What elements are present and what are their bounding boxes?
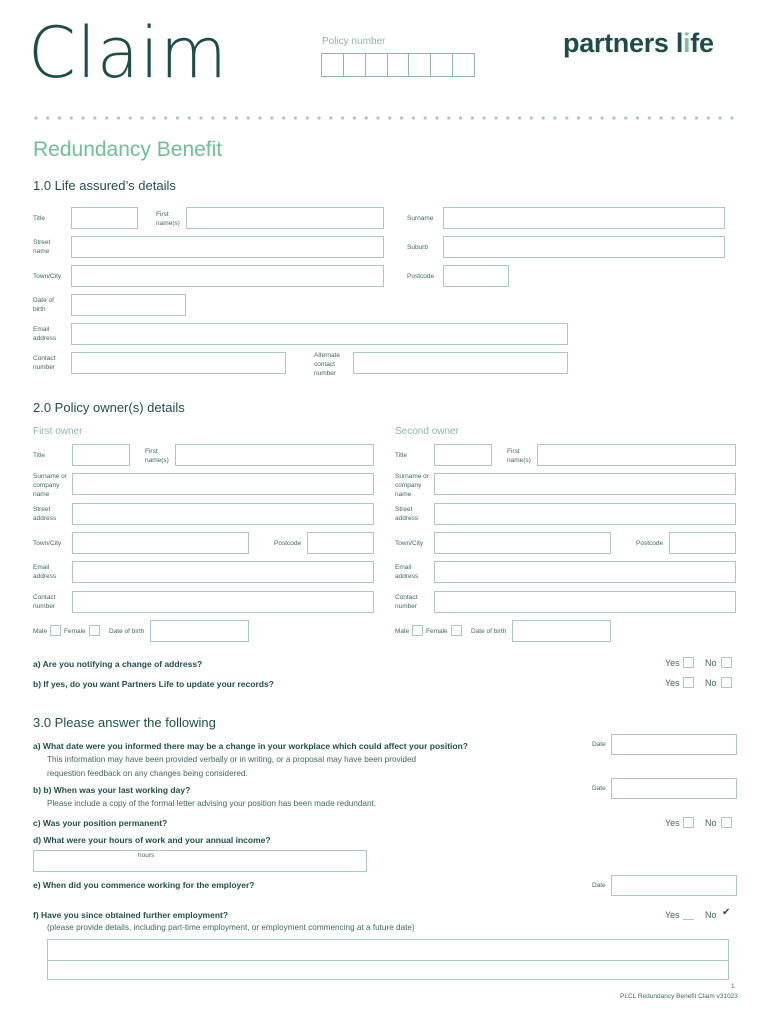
further-employment-details[interactable] (47, 939, 729, 980)
owner2-female-label: Female (426, 628, 448, 635)
owner1-postcode-input[interactable] (307, 532, 374, 554)
owner1-title-label: Title (33, 452, 46, 459)
owner1-town-input[interactable] (72, 532, 249, 554)
owner2-street-label: Street address (395, 506, 419, 522)
owner2-female-checkbox[interactable] (451, 625, 462, 636)
further-employment-yes-label: Yes (665, 910, 680, 920)
owner1-first-names-input[interactable] (175, 444, 374, 466)
informed-date-label: Date (592, 741, 606, 748)
owner2-first-names-label: First name(s) (507, 448, 531, 464)
change-address-yes-checkbox[interactable] (683, 657, 694, 668)
last-working-day-note: Please include a copy of the formal letter advising your position has been made redundant. (47, 799, 377, 808)
owner2-surname-input[interactable] (434, 473, 736, 495)
further-employment-no-checkmark[interactable]: ✔ (722, 907, 731, 918)
owner2-male-label: Male (395, 628, 410, 635)
policy-number-field[interactable] (321, 53, 475, 77)
informed-date-question: a) What date were you informed there may be a change in your workplace which could affect your position? (33, 741, 468, 751)
owner1-surname-input[interactable] (72, 473, 374, 495)
owner2-first-names-input[interactable] (537, 444, 736, 466)
permanent-question: c) Was your position permanent? (33, 818, 168, 828)
town-input[interactable] (71, 265, 384, 287)
last-working-day-question: b) b) When was your last working day? (33, 785, 191, 795)
street-name-label: Street name (33, 239, 51, 255)
change-address-no-label: No (705, 658, 717, 668)
update-records-yes-label: Yes (665, 678, 680, 688)
owner1-dob-input[interactable] (150, 620, 249, 642)
suburb-input[interactable] (443, 236, 725, 258)
surname-label: Surname (407, 215, 434, 222)
policy-number-label: Policy number (322, 36, 386, 47)
owner2-street-input[interactable] (434, 503, 736, 525)
first-names-input[interactable] (186, 207, 384, 229)
informed-date-input[interactable] (611, 734, 737, 755)
contact-input[interactable] (71, 352, 286, 374)
update-records-no-checkbox[interactable] (721, 677, 732, 688)
dob-input[interactable] (71, 294, 186, 316)
commence-question: e) When did you commence working for the employer? (33, 880, 255, 890)
owner2-town-label: Town/City (395, 540, 424, 547)
owner1-street-input[interactable] (72, 503, 374, 525)
dob-label: Date of birth (33, 297, 54, 313)
change-address-no-checkbox[interactable] (721, 657, 732, 668)
informed-date-note-1: This information may have been provided verbally or in writing, or a proposal may have been provided (47, 755, 417, 764)
commence-date-label: Date (592, 882, 606, 889)
owner1-male-label: Male (33, 628, 48, 635)
email-label: Email address (33, 326, 57, 342)
informed-date-note-2: requestion feedback on any changes being considered. (47, 769, 248, 778)
owner1-surname-label: Surname or company name (33, 473, 67, 498)
commence-date-input[interactable] (611, 875, 737, 896)
owner1-first-names-label: First name(s) (145, 448, 169, 464)
owner1-dob-label: Date of birth (109, 628, 145, 635)
permanent-no-label: No (705, 818, 717, 828)
owner2-surname-label: Surname or company name (395, 473, 429, 498)
last-working-day-label: Date (592, 785, 606, 792)
owner2-email-input[interactable] (434, 561, 736, 583)
owner2-dob-input[interactable] (512, 620, 611, 642)
first-names-label: First name(s) (156, 211, 180, 227)
second-owner-heading: Second owner (395, 426, 459, 437)
permanent-yes-label: Yes (665, 818, 680, 828)
update-records-question: b) If yes, do you want Partners Life to update your records? (33, 679, 274, 689)
owner2-town-input[interactable] (434, 532, 611, 554)
town-label: Town/City (33, 273, 62, 280)
section-2-title: 2.0 Policy owner(s) details (33, 400, 185, 415)
owner2-title-input[interactable] (434, 444, 492, 466)
owner1-contact-input[interactable] (72, 591, 374, 613)
owner2-email-label: Email address (395, 564, 419, 580)
form-code: PLCL Redundancy Benefit Claim v31023 (620, 993, 738, 1000)
owner1-email-input[interactable] (72, 561, 374, 583)
claim-title: Claim (28, 12, 228, 94)
owner1-female-label: Female (64, 628, 86, 635)
update-records-yes-checkbox[interactable] (683, 677, 694, 688)
owner2-postcode-label: Postcode (636, 540, 664, 547)
further-employment-note: (please provide details, including part-time employment, or employment commencing at a future date) (47, 923, 415, 932)
owner2-postcode-input[interactable] (669, 532, 736, 554)
partners-life-logo: partners life (563, 28, 714, 58)
update-records-no-label: No (705, 678, 717, 688)
alt-contact-label: Alternate contact number (314, 352, 341, 377)
last-working-day-input[interactable] (611, 778, 737, 799)
owner2-male-checkbox[interactable] (412, 625, 423, 636)
hours-label: hours (138, 852, 155, 859)
email-input[interactable] (71, 323, 568, 345)
further-employment-no-label: No (705, 910, 717, 920)
owner2-dob-label: Date of birth (471, 628, 507, 635)
owner1-male-checkbox[interactable] (50, 625, 61, 636)
permanent-yes-checkbox[interactable] (683, 817, 694, 828)
change-address-yes-label: Yes (665, 658, 680, 668)
dotted-divider (30, 116, 740, 120)
postcode-label: Postcode (407, 273, 435, 280)
street-name-input[interactable] (71, 236, 384, 258)
postcode-input[interactable] (443, 265, 509, 287)
form-title: Redundancy Benefit (33, 138, 223, 161)
owner2-title-label: Title (395, 452, 408, 459)
section-3-title: 3.0 Please answer the following (33, 715, 216, 730)
contact-label: Contact number (33, 355, 56, 371)
owner1-contact-label: Contact number (33, 594, 56, 610)
change-address-question: a) Are you notifying a change of address? (33, 659, 203, 669)
title-input[interactable] (71, 207, 138, 229)
first-owner-heading: First owner (33, 426, 83, 437)
section-1-title: 1.0 Life assured’s details (33, 178, 176, 193)
further-employment-yes-checkbox[interactable] (683, 910, 694, 920)
owner1-street-label: Street address (33, 506, 57, 522)
owner1-town-label: Town/City (33, 540, 62, 547)
owner2-contact-label: Contact number (395, 594, 418, 610)
further-employment-question: f) Have you since obtained further employment? (33, 910, 229, 920)
owner1-email-label: Email address (33, 564, 57, 580)
title-label: Title (33, 215, 46, 222)
owner1-title-input[interactable] (72, 444, 130, 466)
alt-contact-input[interactable] (353, 352, 568, 374)
owner1-postcode-label: Postcode (274, 540, 302, 547)
suburb-label: Suburb (407, 244, 428, 251)
hours-income-question: d) What were your hours of work and your annual income? (33, 835, 271, 845)
page-number: 1 (731, 983, 735, 990)
owner1-female-checkbox[interactable] (89, 625, 100, 636)
owner2-contact-input[interactable] (434, 591, 736, 613)
surname-input[interactable] (443, 207, 725, 229)
permanent-no-checkbox[interactable] (721, 817, 732, 828)
hours-income-input[interactable] (33, 850, 367, 872)
